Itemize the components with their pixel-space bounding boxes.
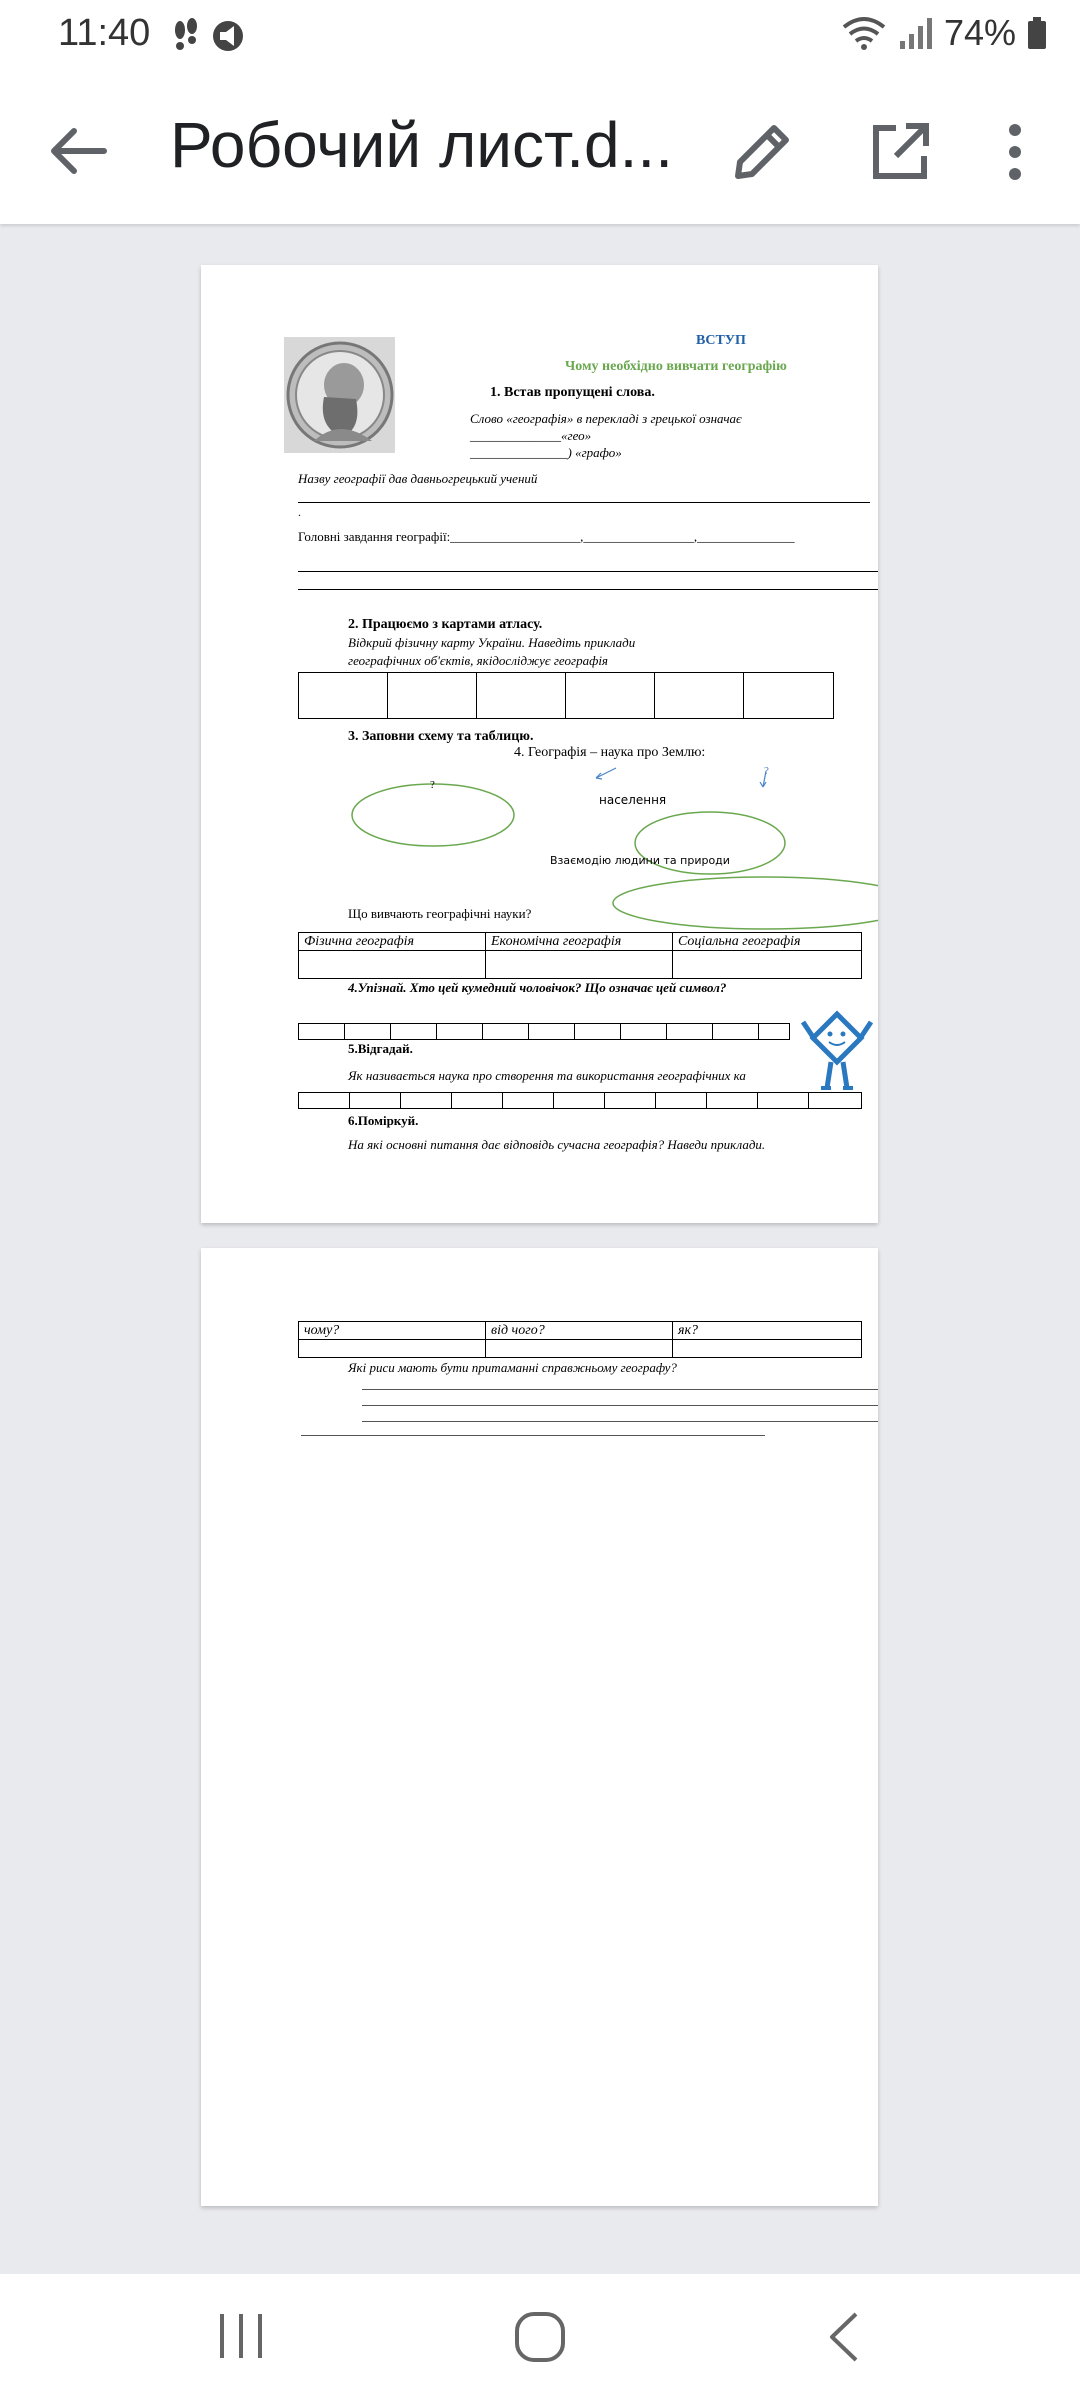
guess-answer-cells — [298, 1092, 862, 1109]
interaction-label: Взаємодію людини та природи — [550, 854, 730, 867]
answer-line — [298, 502, 870, 503]
status-time: 11:40 — [58, 12, 151, 54]
table-header: Економічна географія — [486, 933, 673, 951]
section-3-title: 3. Заповни схему та таблицю. — [348, 729, 534, 744]
answer-line — [362, 1421, 878, 1422]
table-header: від чого? — [486, 1322, 673, 1340]
guess-title: 5.Відгадай. — [348, 1041, 413, 1056]
geography-branches-table — [298, 932, 862, 979]
battery-percent: 74% — [943, 12, 1016, 53]
section-4-title: 4. Географія – наука про Землю: — [514, 745, 706, 760]
examples-grid — [298, 672, 834, 719]
population-label: населення — [599, 793, 667, 807]
section-2-title: 2. Працюємо з картами атласу. — [348, 617, 543, 632]
signal-icon — [898, 15, 934, 51]
open-external-icon[interactable] — [862, 114, 938, 190]
answer-line — [301, 1435, 765, 1436]
sciences-question: Що вивчають географічні науки? — [348, 906, 532, 921]
more-options-icon[interactable] — [990, 114, 1040, 190]
section-1-line-2: ______________«гео» — [470, 428, 592, 443]
home-icon[interactable] — [513, 2310, 567, 2364]
table-header: чому? — [299, 1322, 486, 1340]
question-mark: ? — [764, 765, 769, 777]
recognize-answer-cells — [298, 1023, 790, 1040]
document-page-2[interactable] — [201, 1248, 878, 2206]
back-arrow-icon[interactable] — [44, 116, 114, 186]
document-title: Робочий лист.d... — [170, 109, 673, 181]
question-mark: ? — [430, 779, 435, 791]
geography-scheme-diagram — [201, 755, 878, 945]
answer-line — [362, 1389, 878, 1390]
wifi-icon — [840, 15, 888, 51]
status-bar — [0, 0, 1080, 72]
app-bar — [0, 72, 1080, 224]
portrait-medallion-image — [284, 337, 395, 453]
edit-pencil-icon[interactable] — [724, 114, 800, 190]
section-2-text-1: Відкрий фізичну карту України. Наведіть приклади — [348, 635, 636, 650]
table-header: Фізична географія — [299, 933, 486, 951]
section-1-line-1: Слово «географія» в перекладі з грецької означає — [470, 411, 742, 426]
notification-icons — [168, 18, 248, 59]
section-2-text-2: географічних об'єктів, якідосліджує географія — [348, 653, 608, 668]
footsteps-icon — [168, 18, 248, 54]
geography-mascot-image — [797, 1010, 877, 1094]
guess-text: Як називається наука про створення та використання географічних ка — [348, 1068, 746, 1083]
table-header: як? — [673, 1322, 862, 1340]
section-1-title: 1. Встав пропущені слова. — [490, 385, 655, 400]
name-line: Назву географії дав давньогрецький учений — [298, 471, 538, 486]
answer-line — [362, 1405, 878, 1406]
navigation-bar — [0, 2274, 1080, 2408]
dot-mark: . — [298, 505, 301, 519]
document-page-1[interactable] — [201, 265, 878, 1223]
battery-icon — [1026, 15, 1048, 51]
traits-question: Які риси мають бути притаманні справжньому географу? — [348, 1360, 677, 1375]
answer-line — [298, 589, 878, 590]
recent-apps-icon[interactable] — [218, 2310, 264, 2362]
section-1-line-3: _______________) «графо» — [470, 445, 622, 460]
think-title: 6.Поміркуй. — [348, 1113, 419, 1128]
doc-subheading: Чому необхідно вивчати географію — [565, 359, 787, 374]
recognize-task: 4.Упізнай. Хто цей кумедний чоловічок? Що означає цей символ? — [348, 980, 727, 995]
doc-heading: ВСТУП — [696, 333, 746, 348]
tasks-line: Головні завдання географії:____________________,_________________,_______________ — [298, 529, 795, 544]
think-text: На які основні питання дає відповідь сучасна географія? Наведи приклади. — [348, 1137, 766, 1152]
back-nav-icon[interactable] — [826, 2310, 862, 2364]
questions-table — [298, 1321, 862, 1358]
table-header: Соціальна географія — [673, 933, 862, 951]
answer-line — [298, 571, 878, 572]
